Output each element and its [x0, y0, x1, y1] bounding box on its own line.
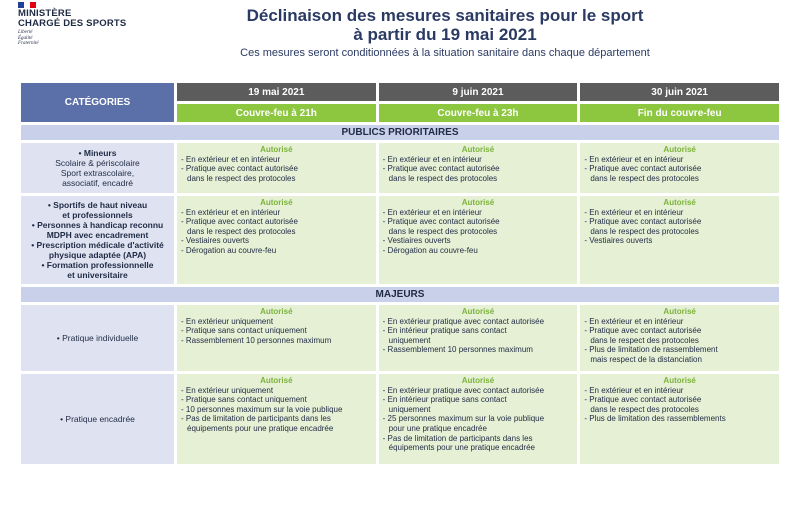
logo-line2: CHARGÉ DES SPORTS [18, 18, 127, 29]
date-header-3: 30 juin 2021 [580, 83, 779, 101]
curfew-header-1: Couvre-feu à 21h [177, 104, 376, 122]
logo-line1: MINISTÈRE [18, 8, 72, 19]
section-publics-prioritaires: PUBLICS PRIORITAIRES [21, 125, 779, 140]
authorized-label: Autorisé [461, 307, 495, 316]
authorized-label: Autorisé [663, 307, 696, 316]
curfew-header-3: Fin du couvre-feu [580, 104, 779, 122]
authorized-label: Autorisé [461, 376, 495, 385]
category-haut-niveau: • Sportifs de haut niveau et professionnels • Personnes à handicap reconnu MDPH avec encadrement • Prescription médicale d'activité physique adaptée (APA) • Formation professionnelle et universitaire [21, 196, 174, 284]
authorized-label: Autorisé [461, 145, 495, 154]
category-mineurs: • Mineurs Scolaire & périscolaire Sport extrascolaire, associatif, encadré [21, 143, 174, 193]
page-subtitle: Ces mesures seront conditionnées à la situation sanitaire dans chaque département [240, 47, 650, 59]
title-line-2: à partir du 19 mai 2021 [353, 25, 537, 44]
ministry-logo [18, 2, 148, 47]
curfew-header-2: Couvre-feu à 23h [379, 104, 578, 122]
measures-table [18, 80, 782, 467]
measure-cell: Autorisé - En extérieur pratique avec contact autorisée - En intérieur pratique sans contact uniquement - 25 personnes maximum sur la voie publique pour une pratique encadrée - Pas de limitation de participants dans les équipements pour une pratique encadrée [379, 374, 578, 464]
category-pratique-encadree: • Pratique encadrée [21, 374, 174, 464]
measure-cell: Autorisé - En extérieur et en intérieur - Pratique avec contact autorisée dans le respect des protocoles [580, 143, 779, 193]
logo-motto: Liberté Égalité Fraternité [18, 30, 39, 46]
measure-cell: Autorisé - En extérieur pratique avec contact autorisée - En intérieur pratique sans contact uniquement - Rassemblement 10 personnes maximum [379, 305, 578, 371]
table-row [21, 305, 779, 371]
authorized-label: Autorisé [260, 145, 293, 154]
authorized-label: Autorisé [260, 376, 293, 385]
section-majeurs: MAJEURS [21, 287, 779, 302]
date-header-1: 19 mai 2021 [177, 83, 376, 101]
table-row [21, 143, 779, 193]
measure-cell: Autorisé - En extérieur et en intérieur - Pratique avec contact autorisée dans le respect des protocoles [177, 143, 376, 193]
page-title [200, 6, 690, 44]
authorized-label: Autorisé [461, 198, 495, 207]
measure-cell: Autorisé - En extérieur uniquement - Pratique sans contact uniquement - Rassemblement 10 personnes maximum [177, 305, 376, 371]
title-line-1: Déclinaison des mesures sanitaires pour le sport [246, 6, 644, 25]
date-header-2: 9 juin 2021 [379, 83, 578, 101]
measure-cell: Autorisé - En extérieur et en intérieur - Pratique avec contact autorisée dans le respect des protocoles [379, 143, 578, 193]
authorized-label: Autorisé [260, 307, 293, 316]
categories-header: CATÉGORIES [21, 83, 174, 122]
authorized-label: Autorisé [663, 145, 696, 154]
authorized-label: Autorisé [663, 198, 696, 207]
measure-cell: Autorisé - En extérieur et en intérieur - Pratique avec contact autorisée dans le respect des protocoles - Vestiaires ouverts - Dérogation au couvre-feu [177, 196, 376, 284]
measure-cell: Autorisé - En extérieur et en intérieur - Pratique avec contact autorisée dans le respect des protocoles - Vestiaires ouverts - Dérogation au couvre-feu [379, 196, 578, 284]
measure-cell: Autorisé - En extérieur et en intérieur - Pratique avec contact autorisée dans le respect des protocoles - Plus de limitation des rassemblements [580, 374, 779, 464]
table-row [21, 374, 779, 464]
measure-cell: Autorisé - En extérieur et en intérieur - Pratique avec contact autorisée dans le respect des protocoles - Vestiaires ouverts [580, 196, 779, 284]
measure-cell: Autorisé - En extérieur et en intérieur - Pratique avec contact autorisée dans le respect des protocoles - Plus de limitation de rassemblement mais respect de la distanciation [580, 305, 779, 371]
authorized-label: Autorisé [260, 198, 293, 207]
category-pratique-individuelle: • Pratique individuelle [21, 305, 174, 371]
measure-cell: Autorisé - En extérieur uniquement - Pratique sans contact uniquement - 10 personnes maximum sur la voie publique - Pas de limitation de participants dans les équipements pour une pratique encadrée [177, 374, 376, 464]
table-row [21, 196, 779, 284]
authorized-label: Autorisé [663, 376, 696, 385]
